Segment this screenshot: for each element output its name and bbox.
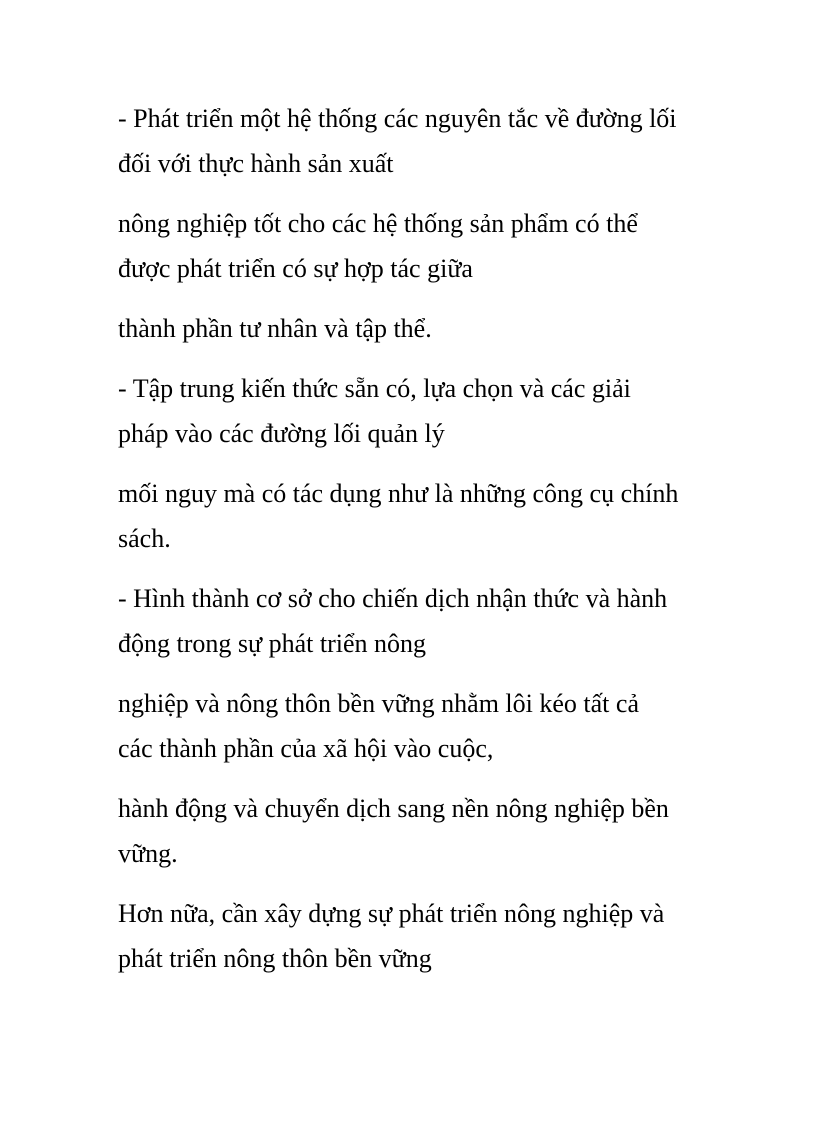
paragraph bbox=[118, 96, 718, 186]
text-line: hành động và chuyển dịch sang nền nông nghiệp bền bbox=[118, 794, 669, 823]
text-line: - Phát triển một hệ thống các nguyên tắc về đường lối bbox=[118, 104, 677, 133]
text-line: nông nghiệp tốt cho các hệ thống sản phẩm có thể bbox=[118, 209, 638, 238]
text-line: phát triển nông thôn bền vững bbox=[118, 944, 432, 973]
text-line: động trong sự phát triển nông bbox=[118, 629, 427, 658]
paragraph bbox=[118, 306, 718, 351]
text-line: đối với thực hành sản xuất bbox=[118, 149, 394, 178]
text-line: pháp vào các đường lối quản lý bbox=[118, 419, 445, 448]
text-line: - Tập trung kiến thức sẵn có, lựa chọn và các giải bbox=[118, 374, 631, 403]
text-line: nghiệp và nông thôn bền vững nhằm lôi kéo tất cả bbox=[118, 689, 639, 718]
text-line: mối nguy mà có tác dụng như là những công cụ chính bbox=[118, 479, 679, 508]
text-line: sách. bbox=[118, 524, 171, 553]
text-line: các thành phần của xã hội vào cuộc, bbox=[118, 734, 494, 763]
paragraph bbox=[118, 891, 718, 981]
text-line: thành phần tư nhân và tập thể. bbox=[118, 314, 432, 343]
text-line: - Hình thành cơ sở cho chiến dịch nhận thức và hành bbox=[118, 584, 668, 613]
paragraph bbox=[118, 576, 718, 666]
document-body bbox=[118, 96, 718, 996]
text-line: được phát triển có sự hợp tác giữa bbox=[118, 254, 473, 283]
paragraph bbox=[118, 786, 718, 876]
text-line: vững. bbox=[118, 839, 178, 868]
paragraph bbox=[118, 471, 718, 561]
text-line: Hơn nữa, cần xây dựng sự phát triển nông nghiệp và bbox=[118, 899, 665, 928]
paragraph bbox=[118, 681, 718, 771]
paragraph bbox=[118, 366, 718, 456]
paragraph bbox=[118, 201, 718, 291]
